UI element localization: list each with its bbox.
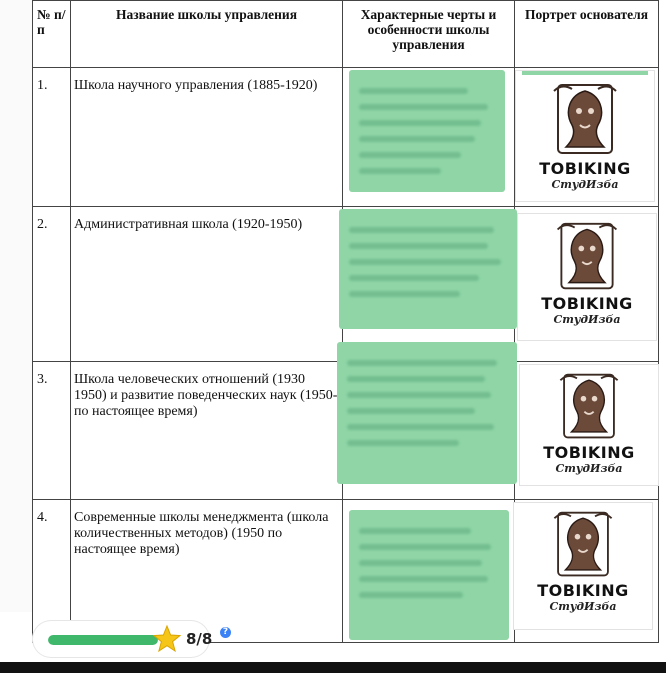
header-portrait: Портрет основателя — [515, 1, 659, 68]
emblem-icon — [555, 371, 623, 443]
table-row — [33, 68, 659, 207]
row-features-cell — [343, 207, 515, 362]
row-features-cell — [343, 68, 515, 207]
accent-bar — [522, 71, 648, 75]
row-school-name: Школа человеческих отношений (1930 1950) и развитие поведенческих наук (1950- по настоящее время) — [71, 362, 343, 500]
row-portrait-cell — [515, 362, 659, 500]
page-margin — [0, 0, 32, 612]
watermark-seal — [519, 364, 659, 486]
row-school-name: Административная школа (1920-1950) — [71, 207, 343, 362]
watermark-seal — [513, 502, 653, 630]
progress-count: 8/8 — [186, 630, 213, 648]
row-features-cell — [343, 500, 515, 643]
row-num: 1. — [33, 68, 71, 207]
progress-fill — [48, 635, 158, 645]
row-num: 3. — [33, 362, 71, 500]
header-name: Название школы управления — [71, 1, 343, 68]
blurred-answer — [349, 510, 509, 640]
bottom-edge — [0, 662, 666, 673]
row-school-name: Современные школы менеджмента (школа количественных методов) (1950 по настоящее время) — [71, 500, 343, 643]
row-num: 2. — [33, 207, 71, 362]
blurred-answer — [339, 209, 517, 329]
blurred-answer — [349, 70, 505, 192]
watermark-seal — [515, 70, 655, 202]
row-num: 4. — [33, 500, 71, 643]
emblem-icon — [552, 220, 622, 294]
header-features: Характерные черты и особенности школы управления — [343, 1, 515, 68]
watermark-sub: СтудИзба — [555, 462, 623, 475]
question-icon[interactable]: ? — [220, 627, 231, 638]
watermark-brand: TOBIKING — [539, 159, 631, 178]
emblem-icon — [549, 509, 617, 581]
watermark-brand: TOBIKING — [541, 294, 633, 313]
header-num: № п/п — [33, 1, 71, 68]
progress-widget — [32, 620, 229, 658]
star-icon — [152, 624, 182, 654]
row-portrait-cell — [515, 207, 659, 362]
table-row — [33, 207, 659, 362]
watermark-sub: СтудИзба — [549, 600, 617, 613]
row-portrait-cell — [515, 500, 659, 643]
watermark-sub: СтудИзба — [553, 313, 621, 326]
row-school-name: Школа научного управления (1885-1920) — [71, 68, 343, 207]
table-row — [33, 362, 659, 500]
watermark-seal — [517, 213, 657, 341]
table-header-row — [33, 1, 659, 68]
watermark-sub: СтудИзба — [551, 178, 619, 191]
emblem-icon — [550, 81, 620, 159]
watermark-brand: TOBIKING — [543, 443, 635, 462]
row-features-cell — [343, 362, 515, 500]
blurred-answer — [337, 342, 517, 484]
row-portrait-cell — [515, 68, 659, 207]
progress-bar — [48, 635, 158, 645]
schools-table — [32, 0, 659, 643]
watermark-brand: TOBIKING — [537, 581, 629, 600]
